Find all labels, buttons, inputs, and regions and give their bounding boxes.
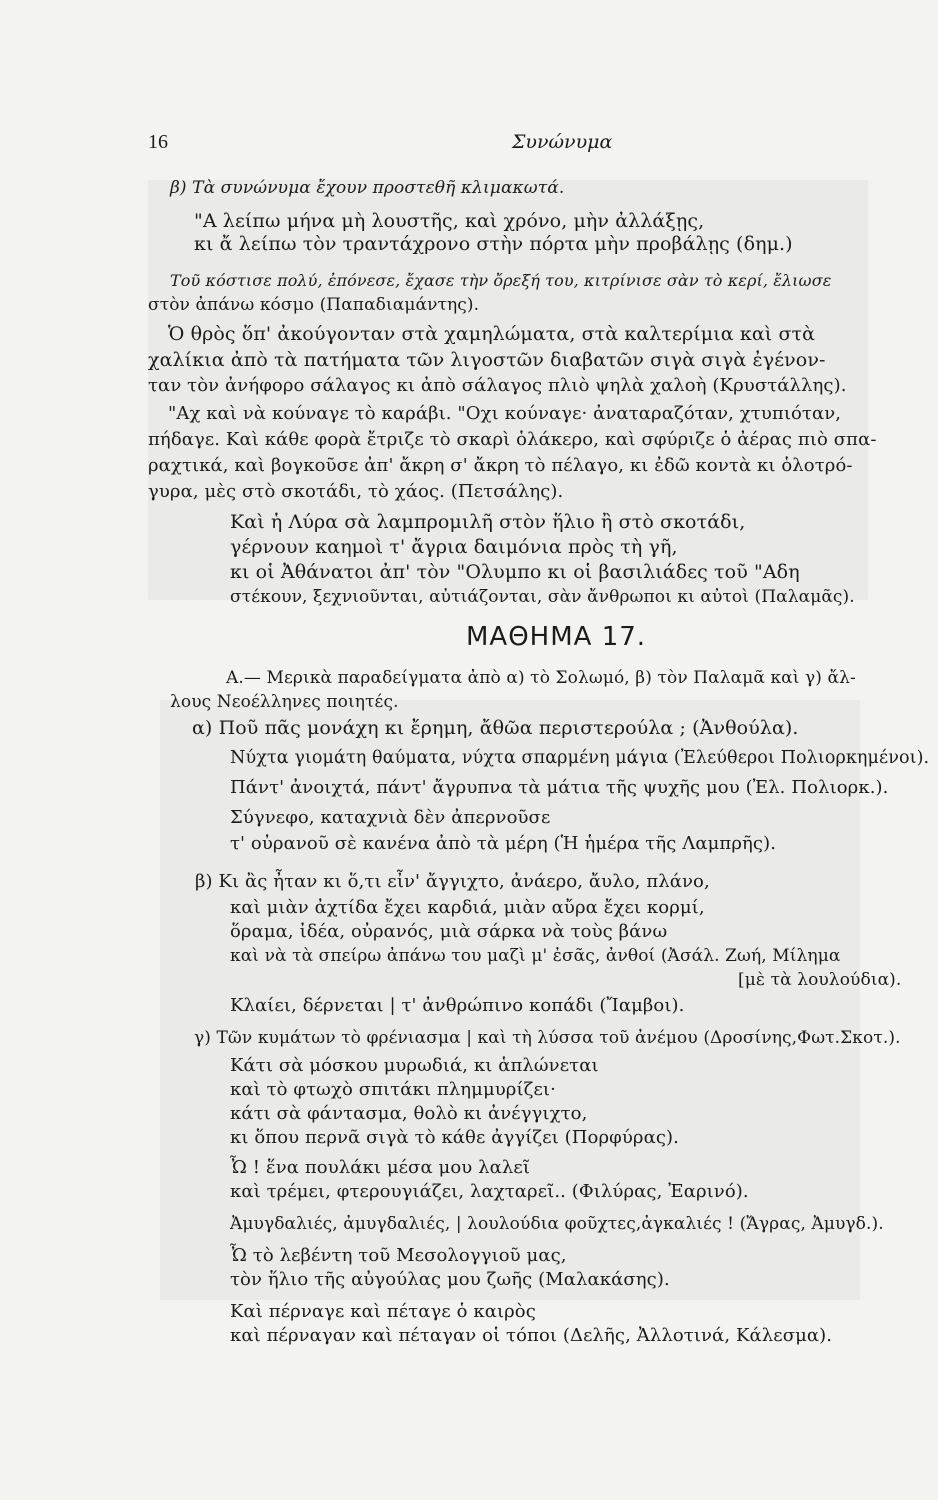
text-line: στὸν ἀπάνω κόσμο (Παπαδιαμάντης).: [148, 295, 480, 315]
lesson-line: ὅραμα, ἰδέα, οὐρανός, μιὰ σάρκα νὰ τοὺς βάνω: [230, 921, 668, 942]
text-line: Ὁ θρὸς ὅπ' ἀκούγονταν στὰ χαμηλώματα, στὰ καλτερίμια καὶ στὰ: [168, 323, 816, 345]
lesson-line: Κάτι σὰ μόσκου μυρωδιά, κι ἁπλώνεται: [230, 1055, 599, 1076]
lesson-line: Κλαίει, δέρνεται | τ' ἀνθρώπινο κοπάδι (Ἴαμβοι).: [230, 995, 685, 1016]
lesson-line: τ' οὐρανοῦ σὲ κανένα ἀπὸ τὰ μέρη (Ἡ ἡμέρα τῆς Λαμπρῆς).: [230, 833, 777, 854]
lesson-line: Καὶ πέρναγε καὶ πέταγε ὁ καιρὸς: [230, 1301, 536, 1322]
lesson-heading: ΜΑΘΗΜΑ 17.: [466, 622, 647, 652]
text-line: χαλίκια ἀπὸ τὰ πατήματα τῶν λιγοστῶν διαβατῶν σιγὰ σιγὰ ἐγένον-: [148, 349, 826, 371]
lesson-line: λους Νεοέλληνες ποιητές.: [170, 692, 399, 712]
lesson-line: [μὲ τὰ λουλούδια).: [738, 970, 902, 990]
running-title: Συνώνυμα: [512, 131, 613, 153]
lesson-line: Ἀμυγδαλιές, ἀμυγδαλιές, | λουλούδια φοῦχτες,ἀγκαλιές ! (Ἄγρας, Ἀμυγδ.).: [230, 1214, 884, 1234]
lesson-line: Ὦ τὸ λεβέντη τοῦ Μεσολογγιοῦ μας,: [230, 1245, 567, 1266]
lesson-line: Ὦ ! ἕνα πουλάκι μέσα μου λαλεῖ: [230, 1157, 530, 1178]
text-line: πήδαγε. Καὶ κάθε φορὰ ἔτριζε τὸ σκαρὶ ὁλάκερο, καὶ σφύριζε ὁ ἀέρας πιὸ σπα-: [148, 429, 877, 450]
lesson-line: Σύγνεφο, καταχνιὰ δὲν ἀπερνοῦσε: [230, 807, 551, 828]
lesson-line: Πάντ' ἀνοιχτά, πάντ' ἄγρυπνα τὰ μάτια τῆς ψυχῆς μου (Ἐλ. Πολιορκ.).: [230, 777, 889, 798]
text-line: γυρα, μὲς στὸ σκοτάδι, τὸ χάος. (Πετσάλης).: [148, 481, 564, 502]
lesson-line: κι ὅπου περνᾶ σιγὰ τὸ κάθε ἀγγίζει (Πορφύρας).: [230, 1127, 679, 1148]
lesson-line: Α.— Μερικὰ παραδείγματα ἀπὸ α) τὸ Σολωμό, β) τὸν Παλαμᾶ καὶ γ) ἄλ-: [226, 668, 856, 688]
lesson-line: καὶ νὰ τὰ σπείρω ἀπάνω του μαζὶ μ' ἐσᾶς, ἀνθοί (Ἀσάλ. Ζωή, Μίλημα: [230, 946, 841, 966]
lesson-line: κάτι σὰ φάντασμα, θολὸ κι ἀνέγγιχτο,: [230, 1103, 588, 1124]
text-line: ταν τὸν ἀνήφορο σάλαγος κι ἀπὸ σάλαγος πλιὸ ψηλὰ χαλοὴ (Κρυστάλλης).: [148, 375, 847, 396]
text-line: Τοῦ κόστισε πολύ, ἐπόνεσε, ἔχασε τὴν ὄρεξή του, κιτρίνισε σὰν τὸ κερί, ἔλιωσε: [170, 271, 832, 290]
text-line: "Αχ καὶ νὰ κούναγε τὸ καράβι. "Οχι κούναγε· ἀναταραζόταν, χτυπιόταν,: [168, 403, 842, 424]
lesson-line: Νύχτα γιομάτη θαύματα, νύχτα σπαρμένη μάγια (Ἐλεύθεροι Πολιορκημένοι).: [230, 748, 930, 768]
verse-line: στέκουν, ξεχνιοῦνται, αὐτιάζονται, σὰν ἄνθρωποι κι αὐτοὶ (Παλαμᾶς).: [230, 587, 855, 607]
lesson-line: τὸν ἥλιο τῆς αὐγούλας μου ζωῆς (Μαλακάσης).: [230, 1269, 670, 1290]
text-line: ραχτικά, καὶ βογκοῦσε ἀπ' ἄκρη σ' ἄκρη τὸ πέλαγο, κι ἐδῶ κοντὰ κι ὁλοτρό-: [148, 455, 853, 476]
lesson-line: καὶ τὸ φτωχὸ σπιτάκι πλημμυρίζει·: [230, 1079, 556, 1100]
section-b-intro: β) Τὰ συνώνυμα ἔχουν προστεθῆ κλιμακωτά.: [170, 178, 565, 198]
verse-line: κι οἱ Ἀθάνατοι ἀπ' τὸν "Ολυμπο κι οἱ βασιλιάδες τοῦ "Αδη: [230, 561, 800, 583]
lesson-line: καὶ πέρναγαν καὶ πέταγαν οἱ τόποι (Δελῆς, Ἀλλοτινά, Κάλεσμα).: [230, 1325, 833, 1346]
verse-line: Καὶ ἡ Λύρα σὰ λαμπρομιλῆ στὸν ἥλιο ἢ στὸ σκοτάδι,: [230, 511, 746, 533]
text-line: κι ἄ λείπω τὸν τραντάχρονο στὴν πόρτα μὴν προβάλῃς (δημ.): [194, 233, 793, 255]
verse-line: γέρνουν καημοὶ τ' ἄγρια δαιμόνια πρὸς τὴ γῆ,: [230, 536, 678, 558]
lesson-line: β) Κι ἂς ἦταν κι ὅ,τι εἶν' ἄγγιχτο, ἀνάερο, ἄυλο, πλάνο,: [195, 871, 710, 892]
text-line: "Α λείπω μήνα μὴ λουστῆς, καὶ χρόνο, μὴν ἀλλάξῃς,: [194, 210, 705, 232]
lesson-line: καὶ μιὰν ἀχτίδα ἔχει καρδιά, μιὰν αὔρα ἔχει κορμί,: [230, 897, 705, 918]
lesson-line: α) Ποῦ πᾶς μονάχη κι ἔρημη, ἄθῶα περιστερούλα ; (Ἀνθούλα).: [192, 717, 799, 739]
lesson-line: καὶ τρέμει, φτερουγιάζει, λαχταρεῖ.. (Φιλύρας, Ἐαρινό).: [230, 1181, 749, 1202]
page-number: 16: [148, 131, 168, 153]
lesson-line: γ) Τῶν κυμάτων τὸ φρένιασμα | καὶ τὴ λύσσα τοῦ ἀνέμου (Δροσίνης,Φωτ.Σκοτ.).: [194, 1028, 901, 1048]
